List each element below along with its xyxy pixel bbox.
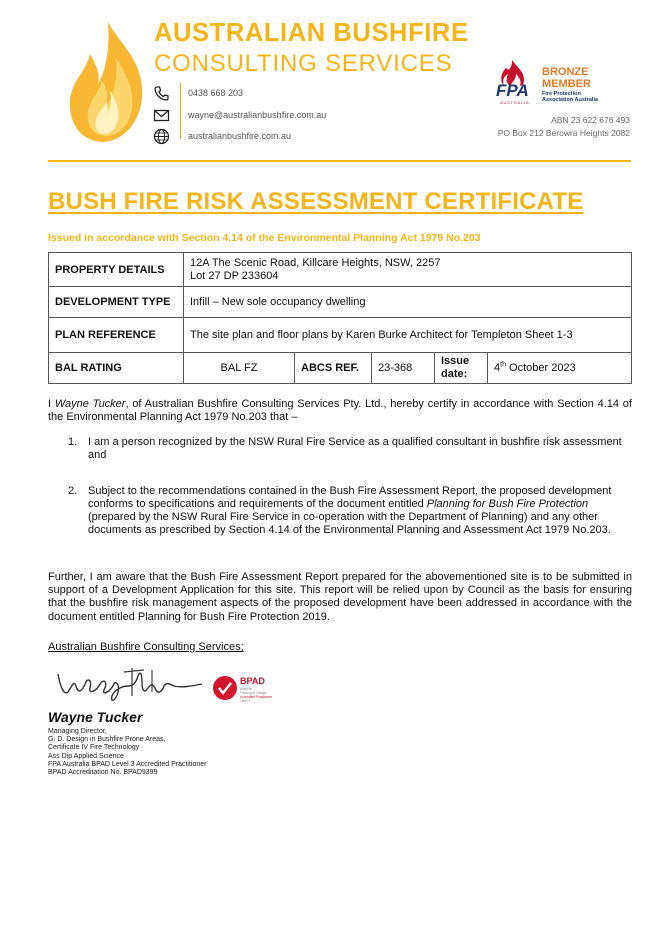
- credential-line: Ass Dip Applied Science: [48, 752, 124, 760]
- signatory-name: Wayne Tucker: [48, 709, 143, 725]
- signoff-organisation: Australian Bushfire Consulting Services;: [48, 641, 244, 653]
- item2-part1: Subject to the recommendations contained in the Bush Fire Assessment Report, the proposed development conforms to specifications and requirements of the document entitled: [88, 485, 612, 510]
- issue-day: 4: [494, 362, 501, 374]
- fpa-bronze-member-badge: [494, 58, 630, 108]
- globe-icon: [153, 128, 170, 145]
- table-row-bal: [49, 353, 632, 384]
- fpa-member-line1: BRONZE: [542, 66, 589, 78]
- list-text: [88, 485, 632, 537]
- table-row-plan: [49, 318, 632, 353]
- credential-line: G. D. Design in Bushfire Prone Areas,: [48, 736, 166, 744]
- table-row-property: [49, 253, 632, 287]
- bpad-logo: [212, 673, 292, 711]
- bpad-check-icon: [212, 675, 238, 701]
- bal-rating-value: BAL FZ: [184, 353, 295, 384]
- property-details-value: [184, 253, 632, 287]
- bpad-small-line: Level 3: [240, 699, 251, 703]
- credential-line: Certificate IV Fire Technology: [48, 744, 140, 752]
- property-lot: Lot 27 DP 233604: [190, 269, 279, 282]
- abcs-ref-label: ABCS REF.: [295, 353, 372, 384]
- issue-date-value: [488, 353, 632, 384]
- issue-label-line1: Issue: [441, 355, 470, 367]
- flame-logo-icon: [60, 18, 156, 146]
- website-url: australianbushfire.com.au: [188, 131, 292, 141]
- development-type-value: Infill – New sole occupancy dwelling: [184, 287, 632, 318]
- issue-month-year: October 2023: [505, 362, 576, 374]
- fpa-member-line2: MEMBER: [542, 78, 591, 90]
- fpa-org-name: [542, 91, 602, 103]
- issue-label-line2: date:: [441, 368, 468, 380]
- header-divider: [48, 160, 631, 162]
- contact-divider: [180, 83, 181, 139]
- certificate-title: BUSH FIRE RISK ASSESSMENT CERTIFICATE: [48, 188, 584, 215]
- bpad-label: BPAD: [240, 676, 265, 686]
- issue-date-label: [435, 353, 488, 384]
- bpad-small-text: [240, 687, 290, 703]
- credential-line: Managing Director,: [48, 728, 107, 735]
- handwritten-signature: [52, 656, 212, 708]
- plan-reference-value: The site plan and floor plans by Karen Burke Architect for Templeton Sheet 1-3: [184, 318, 632, 353]
- certificate-subtitle: Issued in accordance with Section 4.14 of the Environmental Planning Act 1979 No.203: [48, 232, 481, 244]
- list-number: 1.: [68, 436, 78, 448]
- po-box-address: PO Box 212 Berowra Heights 2082: [497, 128, 630, 138]
- fpa-logo-country: AUSTRALIA: [500, 100, 530, 105]
- item2-part2: (prepared by the NSW Rural Fire Service in co-operation with the Department of Planning) and any other documents as prescribed by Section 4.14 of the Environmental Planning and Assessment Act 1979 No.203.: [88, 511, 611, 536]
- phone-number: 0438 668 203: [188, 88, 244, 98]
- abn-number: ABN 23 622 676 493: [551, 115, 630, 125]
- bpad-small-line: Accredited Practitioner: [240, 695, 273, 699]
- credential-line: FPA Australia BPAD Level 3 Accredited Practitioner: [48, 760, 207, 768]
- signatory-credentials: [48, 728, 206, 777]
- table-row-development: [49, 287, 632, 318]
- fpa-org-line2: Association Australia: [542, 97, 599, 103]
- plan-reference-label: PLAN REFERENCE: [49, 318, 184, 353]
- development-type-label: DEVELOPMENT TYPE: [49, 287, 184, 318]
- company-name-line2: CONSULTING SERVICES: [154, 50, 453, 77]
- mail-icon: [153, 107, 170, 124]
- credential-line: BPAD Accreditation No. BPAD9399: [48, 768, 158, 776]
- property-address: 12A The Scenic Road, Killcare Heights, NSW, 2257: [190, 256, 441, 269]
- abcs-ref-value: 23-368: [372, 353, 435, 384]
- fpa-org-line1: Fire Protection: [542, 91, 581, 97]
- phone-icon: [153, 85, 170, 102]
- certification-intro: [48, 398, 632, 424]
- fpa-logo-text: FPA: [496, 81, 529, 100]
- issue-day-suffix: th: [500, 361, 506, 369]
- company-name-line1: AUSTRALIAN BUSHFIRE: [154, 19, 469, 47]
- property-details-label: PROPERTY DETAILS: [49, 253, 184, 287]
- bal-rating-label: BAL RATING: [49, 353, 184, 384]
- email-address: wayne@australianbushfire.com.au: [188, 110, 327, 120]
- property-details-table: [48, 252, 632, 384]
- list-number: 2.: [68, 485, 78, 497]
- intro-part1: I: [48, 398, 55, 410]
- intro-part2: , of Australian Bushfire Consulting Services Pty. Ltd., hereby certify in accordance with Section 4.14 of the Environmental Planning Act 1979 No.203 that –: [48, 398, 632, 424]
- bpad-small-line: Planning & Design: [240, 691, 267, 695]
- intro-name: Wayne Tucker: [54, 398, 126, 410]
- list-text: I am a person recognized by the NSW Rural Fire Service as a qualified consultant in bushfire risk assessment and: [88, 436, 622, 461]
- item2-document-title: Planning for Bush Fire Protection: [426, 498, 589, 510]
- further-paragraph: Further, I am aware that the Bush Fire Assessment Report prepared for the abovementioned site is to be submitted in support of a Development Application for this site. This report will be relied upon by Council as the basis for ensuring that the bushfire risk management aspects of the proposed development have been addressed in accordance with the document entitled Planning for Bush Fire Protection 2019.: [48, 571, 632, 623]
- bpad-small-line: Bushfire: [240, 687, 252, 691]
